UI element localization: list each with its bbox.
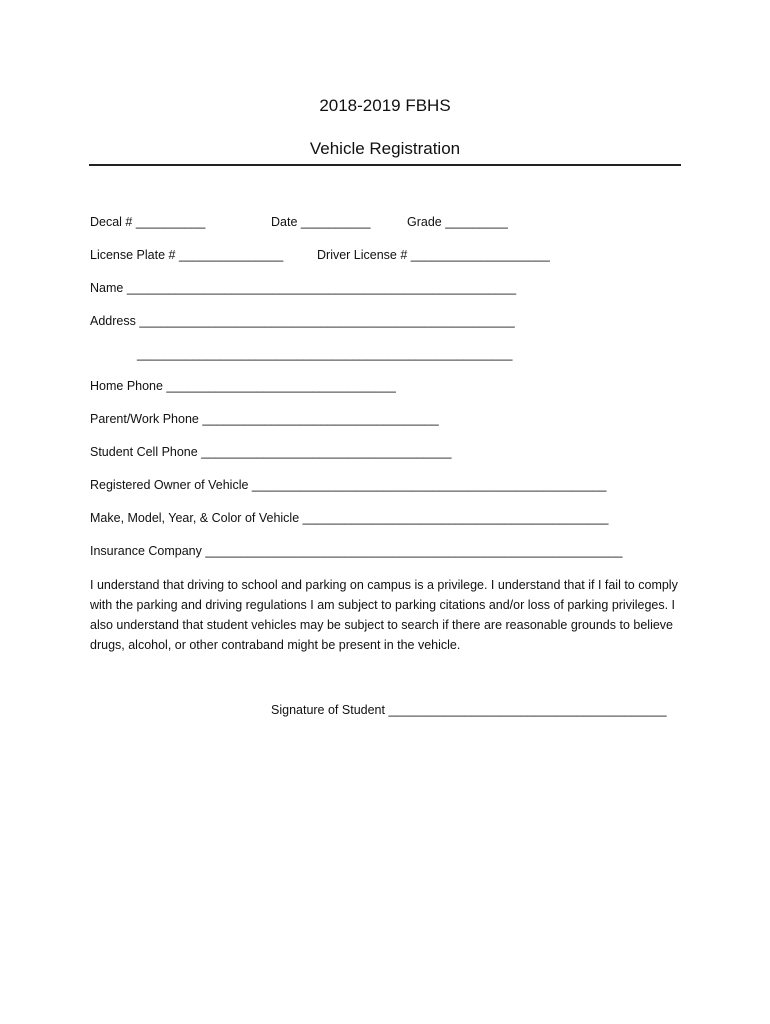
form-year-heading: 2018-2019 FBHS	[319, 96, 451, 115]
privilege-statement: I understand that driving to school and parking on campus is a privilege. I understand that if I fail to comply with the parking and driving regulations I am subject to parking citations and/or loss of parking privileges. I also understand that student vehicles may be subject to search if there are reasonable grounds to believe drugs, alcohol, or other contraband might be present in the vehicle.	[90, 578, 678, 652]
signature-field[interactable]: Signature of Student ________________________________________	[271, 703, 667, 717]
make-model-field[interactable]: Make, Model, Year, & Color of Vehicle ____________________________________________	[90, 511, 609, 525]
name-field[interactable]: Name ________________________________________________________	[90, 281, 517, 295]
title-divider	[89, 164, 681, 166]
driver-license-field[interactable]: Driver License # ____________________	[317, 248, 550, 262]
date-field[interactable]: Date __________	[271, 215, 371, 229]
form-title: Vehicle Registration	[309, 139, 461, 158]
home-phone-field[interactable]: Home Phone _________________________________	[90, 379, 396, 393]
parent-work-phone-field[interactable]: Parent/Work Phone __________________________________	[90, 412, 439, 426]
address-line2-field[interactable]: ______________________________________________________	[137, 347, 513, 361]
insurance-company-field[interactable]: Insurance Company ____________________________________________________________	[90, 544, 623, 558]
address-field[interactable]: Address ______________________________________________________	[90, 314, 515, 328]
student-cell-phone-field[interactable]: Student Cell Phone ____________________________________	[90, 445, 452, 459]
registered-owner-field[interactable]: Registered Owner of Vehicle ___________________________________________________	[90, 478, 607, 492]
decal-field[interactable]: Decal # __________	[90, 215, 206, 229]
grade-field[interactable]: Grade _________	[407, 215, 508, 229]
license-plate-field[interactable]: License Plate # _______________	[90, 248, 284, 262]
